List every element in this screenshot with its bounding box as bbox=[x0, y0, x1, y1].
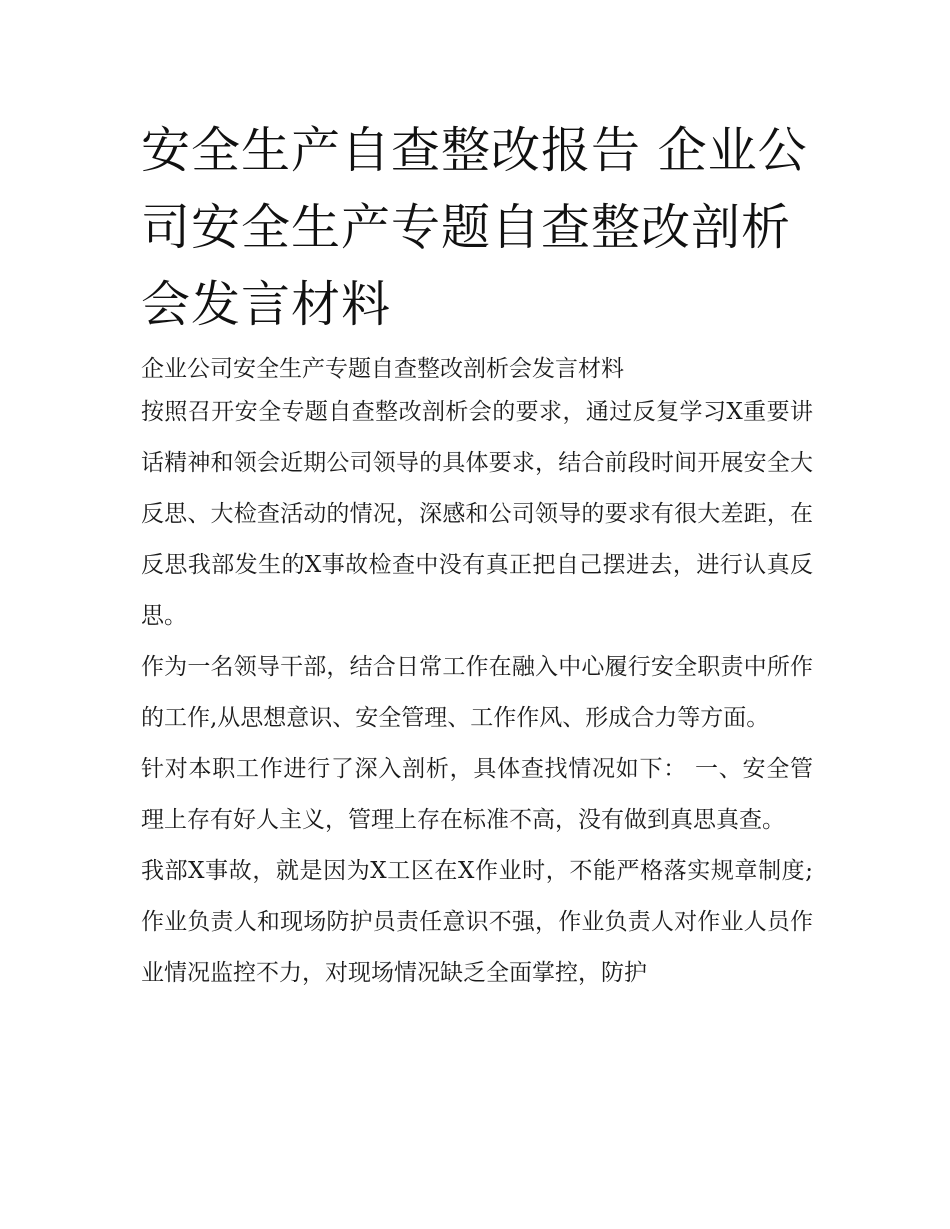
document-title: 安全生产自查整改报告 企业公司安全生产专题自查整改剖析会发言材料 bbox=[141, 122, 808, 333]
document-body bbox=[141, 112, 813, 999]
paragraph-2: 作为一名领导干部，结合日常工作在融入中心履行安全职责中所作的工作,从思想意识、安全管理、工作作风、形成合力等方面。 bbox=[141, 654, 813, 731]
paragraph-4: 我部X事故，就是因为X工区在X作业时，不能严格落实规章制度;作业负责人和现场防护员责任意识不强，作业负责人对作业人员作业情况监控不力，对现场情况缺乏全面掌控，防护 bbox=[141, 858, 813, 986]
document-subtitle: 企业公司安全生产专题自查整改剖析会发言材料 bbox=[141, 356, 624, 382]
paragraph-3: 针对本职工作进行了深入剖析，具体查找情况如下： 一、安全管理上存有好人主义，管理上存在标准不高，没有做到真思真查。 bbox=[141, 756, 813, 833]
paragraph-1: 按照召开安全专题自查整改剖析会的要求，通过反复学习X重要讲话精神和领会近期公司领导的具体要求，结合前段时间开展安全大反思、大检查活动的情况，深感和公司领导的要求有很大差距，在反思我部发生的X事故检查中没有真正把自己摆进去，进行认真反思。 bbox=[141, 399, 813, 629]
